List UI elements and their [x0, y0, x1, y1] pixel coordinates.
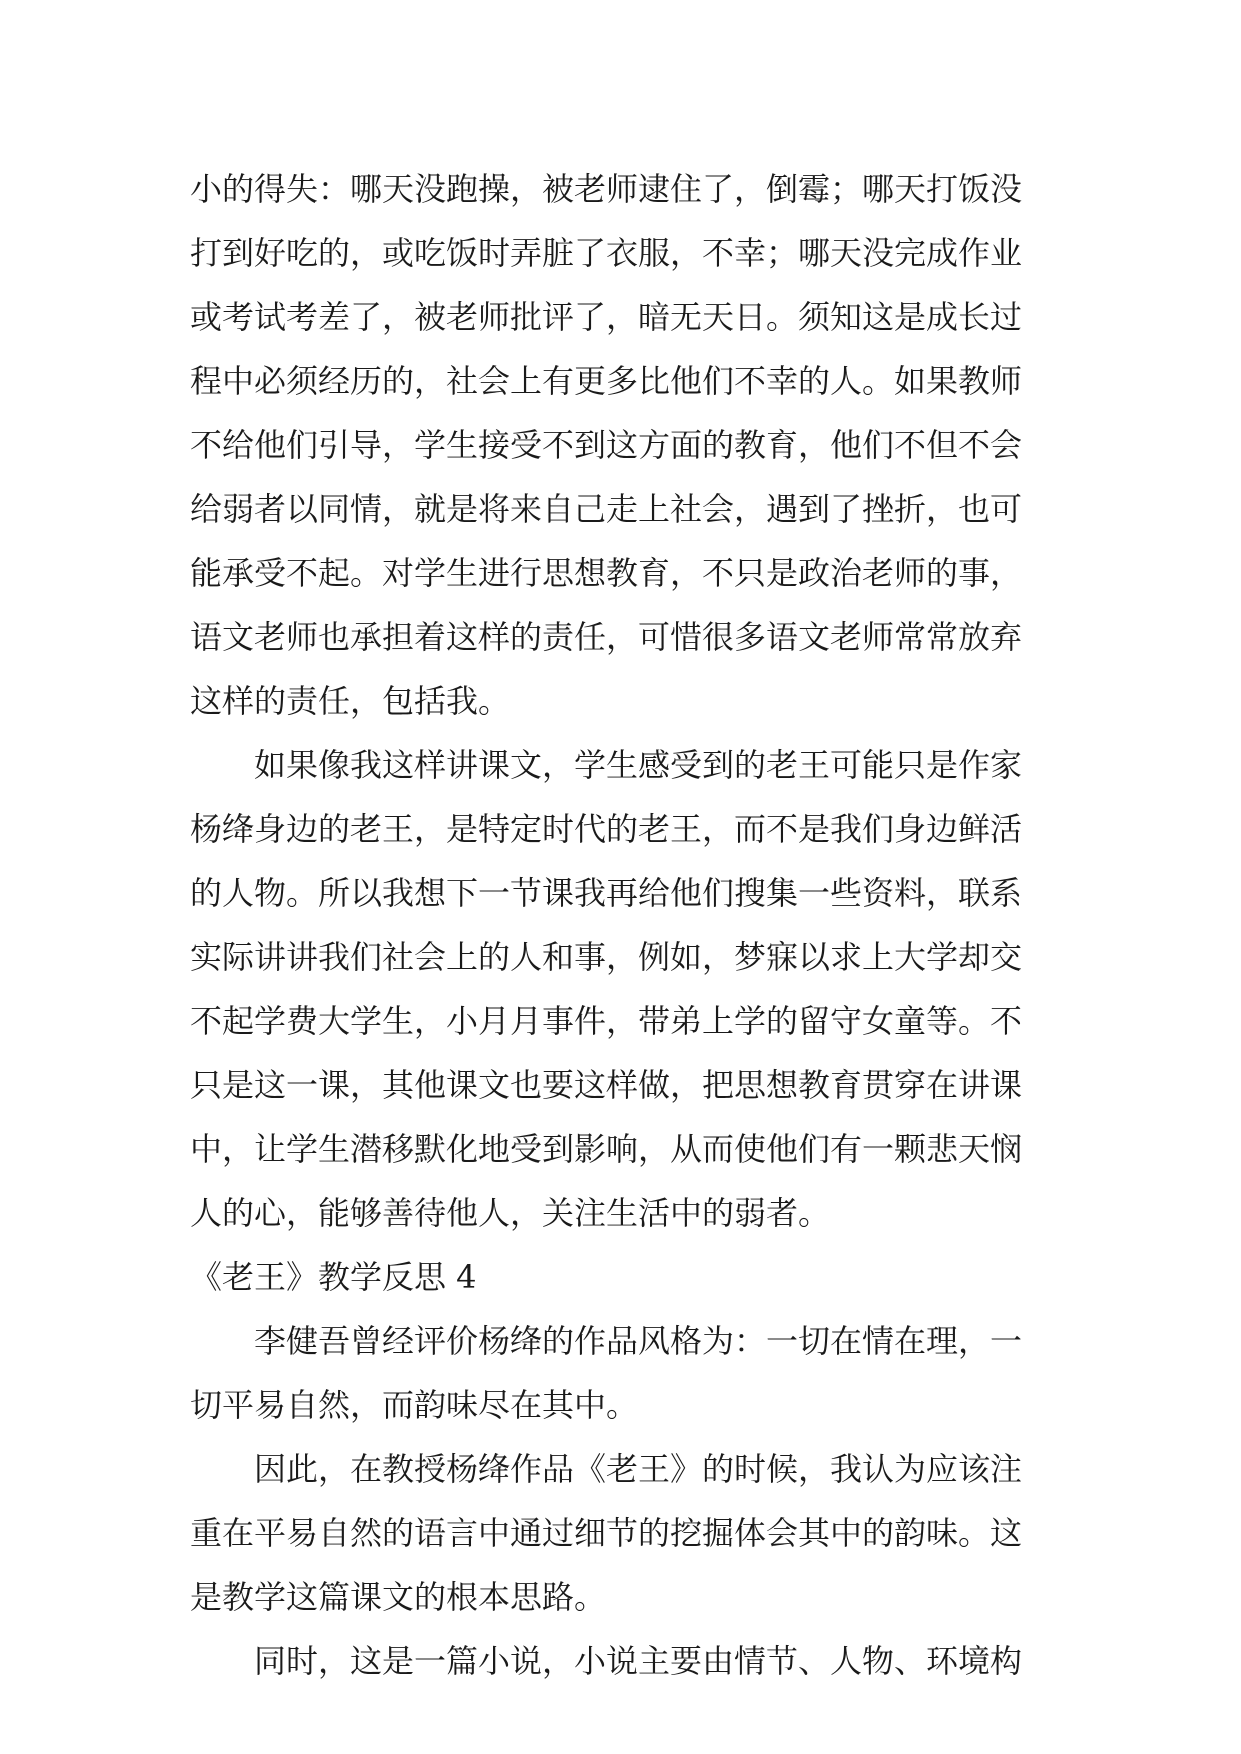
- text-line: 不起学费大学生，小月月事件，带弟上学的留守女童等。不: [190, 1002, 1023, 1040]
- paragraph-4: [190, 1437, 1052, 1629]
- paragraph-5: [190, 1629, 1052, 1693]
- text-line: 是教学这篇课文的根本思路。: [190, 1578, 607, 1616]
- text-line: 因此，在教授杨绛作品《老王》的时候，我认为应该注: [190, 1450, 1023, 1488]
- text-line: 切平易自然，而韵味尽在其中。: [190, 1386, 639, 1424]
- paragraph-2: [190, 733, 1052, 1245]
- text-line: 杨绛身边的老王，是特定时代的老王，而不是我们身边鲜活: [190, 810, 1023, 848]
- document-body: [190, 157, 1052, 1693]
- text-line: 只是这一课，其他课文也要这样做，把思想教育贯穿在讲课: [190, 1066, 1023, 1104]
- text-line: 的人物。所以我想下一节课我再给他们搜集一些资料，联系: [190, 874, 1023, 912]
- text-line: 或考试考差了，被老师批评了，暗无天日。须知这是成长过: [190, 298, 1023, 336]
- text-line: 程中必须经历的，社会上有更多比他们不幸的人。如果教师: [190, 362, 1023, 400]
- text-line: 打到好吃的，或吃饭时弄脏了衣服，不幸；哪天没完成作业: [190, 234, 1023, 272]
- section-heading: [190, 1245, 1052, 1309]
- text-line: 实际讲讲我们社会上的人和事，例如，梦寐以求上大学却交: [190, 938, 1023, 976]
- paragraph-3: [190, 1309, 1052, 1437]
- text-line: 重在平易自然的语言中通过细节的挖掘体会其中的韵味。这: [190, 1514, 1023, 1552]
- heading-line: 《老王》教学反思 4: [190, 1258, 477, 1296]
- text-line: 如果像我这样讲课文，学生感受到的老王可能只是作家: [190, 746, 1023, 784]
- text-line: 这样的责任，包括我。: [190, 682, 511, 720]
- text-line: 同时，这是一篇小说，小说主要由情节、人物、环境构: [190, 1642, 1023, 1680]
- text-line: 中，让学生潜移默化地受到影响，从而使他们有一颗悲天悯: [190, 1130, 1023, 1168]
- text-line: 给弱者以同情，就是将来自己走上社会，遇到了挫折，也可: [190, 490, 1023, 528]
- text-line: 语文老师也承担着这样的责任，可惜很多语文老师常常放弃: [190, 618, 1023, 656]
- text-line: 人的心，能够善待他人，关注生活中的弱者。: [190, 1194, 831, 1232]
- text-line: 小的得失：哪天没跑操，被老师逮住了，倒霉；哪天打饭没: [190, 170, 1023, 208]
- text-line: 能承受不起。对学生进行思想教育，不只是政治老师的事，: [190, 554, 1023, 592]
- text-line: 不给他们引导，学生接受不到这方面的教育，他们不但不会: [190, 426, 1023, 464]
- text-line: 李健吾曾经评价杨绛的作品风格为：一切在情在理，一: [190, 1322, 1023, 1360]
- paragraph-1: [190, 157, 1052, 733]
